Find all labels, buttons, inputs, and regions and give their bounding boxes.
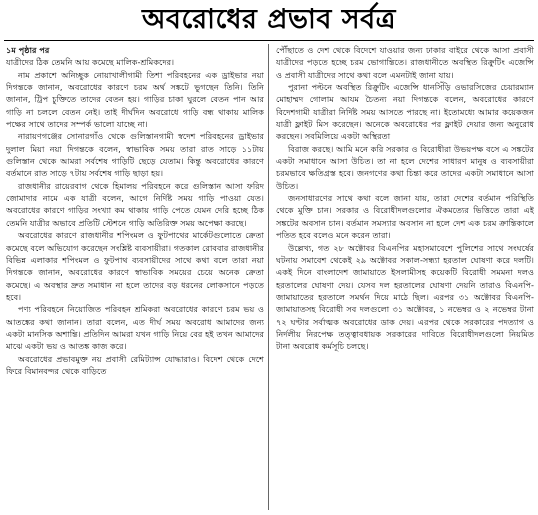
headline: অবরোধের প্রভাব সর্বত্র — [142, 4, 396, 35]
paragraph: বিরাজ করছে। আমি মনে করি সরকার ও বিরোধীরা উভয়পক্ষ বসে এ সঙ্কটের একটা সমাধানে আসা উচিত। তা না হলে দেশের সাধারণ মানুষ ও ব্যবসায়ীরা চরমভাবে ক্ষতিগ্রস্ত হবে। জনগণের কথা চিন্তা করে তাদের একটা সমাধানে আসা উচিত। — [276, 143, 534, 191]
column-divider — [268, 44, 269, 510]
right-column — [276, 44, 534, 512]
paragraph: জনসাধারণের সাথে কথা বলে জানা যায়, তারা দেশের বর্তমান পরিস্থিতি থেকে মুক্তি চান। সরকার ও বিরোধীদলগুলোর ঐকমত্যের ভিত্তিতে তারা এই সঙ্কটের অবসান চান। বর্তমান সমস্যার অবসান না হলে দেশ এক চরম ক্রান্তিকালে পতিত হবে বলেও মনে করেন তারা। — [276, 193, 534, 241]
paragraph: পৌঁছাতে ও দেশ থেকে বিদেশে যাওয়ার জন্য ঢাকার বাইরে থেকে আসা প্রবাসী যাত্রীদের পড়তে হচ্ছে চরম ভোগান্তিতে। রাজধানীতে অবস্থিত রিক্রুটিং এজেন্সি ও প্রবাসী যাত্রীদের সাথে কথা বলে এমনটাই জানা যায়। — [276, 45, 534, 80]
paragraph: পুরানা পল্টনে অবস্থিত রিক্রুটিং এজেন্সি ধানসিঁড়ি ওভারসিজের চেয়ারম্যান মোহাম্মদ গোলাম আযম চৈতন্য নয়া দিগন্তকে বলেন, অবরোধের কারণে বিদেশগামী যাত্রীরা নির্দিষ্ট সময় আসতে পারছে না। ইতোমধ্যে আমার কয়েকজন যাত্রী ফ্লাইট মিস করেছেন। অনেকে অবরোধের পর ফ্লাইট দেয়ার জন্য অনুরোধ করছেন। সবমিলিয়ে একটা অস্থিরতা — [276, 82, 534, 142]
paragraph: রাজধানীর রায়েরবাগ থেকে হিমালয় পরিবহনে করে গুলিস্তান আসা ফরিদ জোমাদার নামে এক যাত্রী বলেন, আগে নির্দিষ্ট সময় গাড়ি পাওয়া যেত। অবরোধের কারণে গাড়ির সংখ্যা কম থাকায় গাড়ি পেতে যেমন দেরি হচ্ছে ঠিক তেমনি যাত্রীর অভাবে প্রতিটি স্টেশনে গাড়ি অতিরিক্ত সময় অপেক্ষা করছে। — [6, 180, 264, 228]
paragraph: নারায়ণগঞ্জের সোনারগাঁও থেকে গুলিস্তানগামী স্বদেশ পরিবহনের ড্রাইভার দুলাল মিয়া নয়া দিগন্তকে বলেন, স্বাভাবিক সময় তারা রাত সাড়ে ১১টায় গুলিস্তান থেকে আমরা সর্বশেষ গাড়িটি ছেড়ে যেতাম। কিন্তু অবরোধের কারণে বর্তমানে রাত সাড়ে ৭টায় সর্বশেষ গাড়ি ছাড়া হয়। — [6, 131, 264, 179]
paragraph: অবরোধের কারণে রাজধানীর শপিংমল ও ফুটপাথের মার্কেটগুলোতে ক্রেতা কমেছে বলে অভিযোগ করেছেন সংশ্লিষ্ট ব্যবসায়ীরা। গতকাল রোববার রাজধানীর বিভিন্ন এলাকার শপিংমল ও ফুটপাথ ব্যবসায়ীদের সাথে কথা বলে তারা নয়া দিগন্তকে জানান, অবরোধের কারণে স্বাভাবিক সময়ের চেয়ে অনেক ক্রেতা কমেছে। এ অবস্থার দ্রুত সমাধান না হলে তাদের বড় ধরনের লোকসানে পড়তে হবে। — [6, 230, 264, 302]
paragraph: পণ্য পরিবহনে নিয়োজিত পরিবহন শ্রমিকরা অবরোধের কারণে চরম ভয় ও আতঙ্কের কথা জানান। তারা বলেন, এত দীর্ঘ সময় অবরোধ আমাদের জন্য একটা মানসিক অশান্তি। প্রতিদিন আমরা যখন গাড়ি নিয়ে বের হই তখন আমাদের মাঝে একটা ভয় ও আতঙ্ক কাজ করে। — [6, 304, 264, 352]
left-column — [6, 44, 264, 512]
continued-label: ১ম পৃষ্ঠার পর — [6, 45, 50, 55]
paragraph: নাম প্রকাশে অনিচ্ছুক নোয়াখালীগামী তিশা পরিবহনের এক ড্রাইভার নয়া দিগন্তকে জানান, অবরোধের কারণে চরম অর্থ সঙ্কটে ভুগছেন তিনি। তিনি জানান, ট্রিপ চুক্তিতে তাদের বেতন হয়। গাড়ির চাকা ঘুরলে বেতন পান আর গাড়ি না চললে বেতন নেই। তাই দীর্ঘদিন অবরোধে গাড়ি বন্ধ থাকায় মালিক পক্ষের সাথে তাদের সম্পর্ক ভালো যাচ্ছে না। — [6, 69, 264, 130]
headline-rule — [4, 40, 534, 41]
paragraph: অবরোধের প্রভাবমুক্ত নয় প্রবাসী রেমিট্যান্স যোদ্ধারাও। বিদেশ থেকে দেশে ফিরে বিমানবন্দর থেকে বাড়িতে — [6, 353, 264, 376]
continued-paragraph — [6, 44, 264, 56]
paragraph: উল্লেখ্য, গত ২৮ অক্টোবর বিএনপির মহাসমাবেশে পুলিশের সাথে সংঘর্ষের ঘটনায় সমাবেশ থেকেই ২৯ অক্টোবর সকাল-সন্ধ্যা হরতাল ঘোষণা করে দলটি। একই দিনে বাংলাদেশ জামায়াতে ইসলামীসহ কয়েকটি বিরোধী সমমনা দলও হরতালের ঘোষণা দেয়। যেসব দল হরতালের ঘোষণা দেয়নি তারাও বিএনপি-জামায়াতের হরতালে সমর্থন দিয়ে মাঠে ছিল। এরপর ৩১ অক্টোবর বিএনপি-জামায়াতসহ বিরোধী সব দলগুলো ৩১ অক্টোবর, ১ নভেম্বর ও ২ নভেম্বর টানা ৭২ ঘণ্টার সর্বাত্মক অবরোধের ডাক দেয়। এরপর থেকে সরকারের পদত্যাগ ও নির্দলীয় নিরপেক্ষ তত্ত্বাবধায়ক সরকারের দাবিতে বিরোধীদলগুলো নিয়মিত টানা অবরোধ কর্মসূচি চলছে। — [276, 242, 534, 352]
paragraph: যাত্রীদের ঠিক তেমনি আয় কমেছে মালিক-শ্রমিকদের। — [6, 57, 175, 68]
